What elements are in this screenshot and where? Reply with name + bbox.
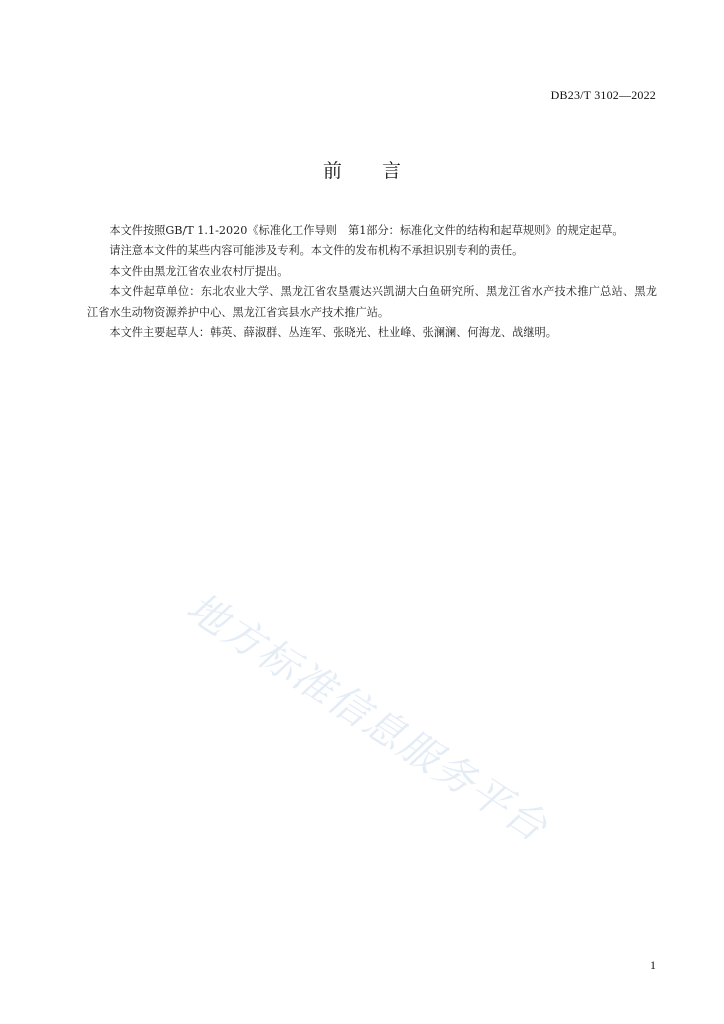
paragraph-proposer: 本文件由黑龙江省农业农村厅提出。 bbox=[109, 264, 289, 278]
paragraph-drafting-rules: 本文件按照GB/T 1.1-2020《标准化工作导则 第1部分：标准化文件的结构和起草规则》的规定起草。 bbox=[109, 224, 624, 237]
page-number: 1 bbox=[650, 958, 656, 972]
watermark-text: 地方标准信息服务平台 bbox=[178, 584, 556, 852]
paragraph-drafters: 本文件主要起草人：韩英、薛淑群、丛连军、张晓光、杜业峰、张澜澜、何海龙、战继明。 bbox=[109, 326, 557, 340]
paragraph-drafting-units: 本文件起草单位：东北农业大学、黑龙江省农垦震达兴凯湖大白鱼研究所、黑龙江省水产技术推广总站、黑龙江省水生动物资源养护中心、黑龙江省宾县水产技术推广站。 bbox=[87, 285, 657, 319]
document-code: DB23/T 3102—2022 bbox=[550, 88, 656, 102]
page-title: 前言 bbox=[322, 160, 441, 182]
paragraph-patent-notice: 请注意本文件的某些内容可能涉及专利。本文件的发布机构不承担识别专利的责任。 bbox=[109, 244, 524, 258]
foreword-body bbox=[87, 221, 657, 343]
